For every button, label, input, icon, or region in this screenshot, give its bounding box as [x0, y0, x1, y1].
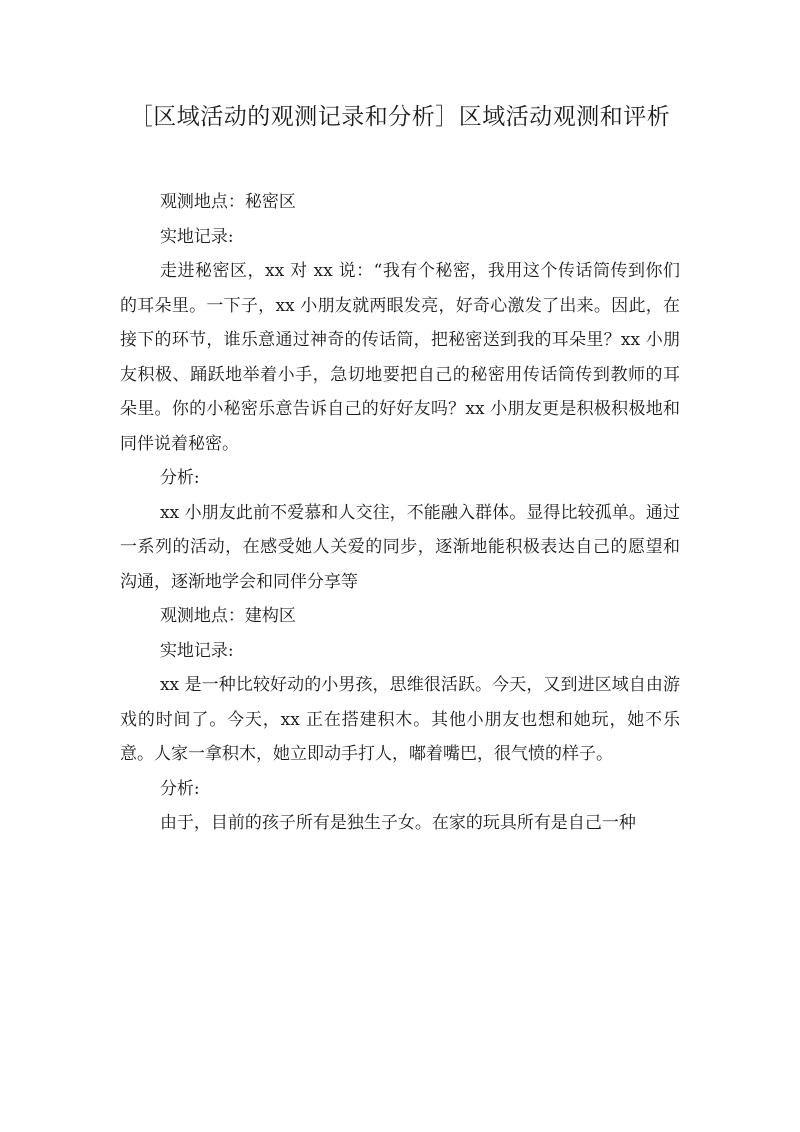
analysis-paragraph: xx 小朋友此前不爱慕和人交往，不能融入群体。显得比较孤单。通过一系列的活动，在感受她人关爱的同步，逐渐地能积极表达自己的愿望和沟通，逐渐地学会和同伴分享等 — [120, 502, 680, 592]
record-paragraph: xx 是一种比较好动的小男孩，思维很活跃。今天，又到进区域自由游戏的时间了。今天，xx 正在搭建积木。其他小朋友也想和她玩，她不乐意。人家一拿积木，她立即动手打人，嘟着嘴巴，很气愤的样子。 — [120, 675, 680, 764]
analysis-paragraph: 由于，目前的孩子所有是独生子女。在家的玩具所有是自己一种 — [159, 813, 636, 833]
record-label: 实地记录: — [159, 640, 234, 661]
analysis-label: 分析: — [159, 468, 200, 488]
record-label: 实地记录: — [159, 226, 234, 247]
document-body — [120, 185, 680, 841]
record-paragraph: 走进秘密区，xx 对 xx 说：“我有个秘密，我用这个传话筒传到你们的耳朵里。一下子，xx 小朋友就两眼发亮，好奇心激发了出来。因此，在接下的环节，谁乐意通过神奇的传话筒，把秘密送到我的耳朵里？xx 小朋友积极、踊跃地举着小手，急切地要把自己的秘密用传话筒传到教师的耳朵里。你的小秘密乐意告诉自己的好好友吗？xx 小朋友更是积极积极地和同伴说着秘密。 — [120, 261, 680, 454]
analysis-label: 分析: — [159, 778, 200, 799]
document-title: ［区域活动的观测记录和分析］区域活动观测和评析 — [129, 104, 671, 130]
location-label: 观测地点：建构区 — [159, 606, 296, 626]
location-label: 观测地点：秘密区 — [159, 192, 296, 212]
